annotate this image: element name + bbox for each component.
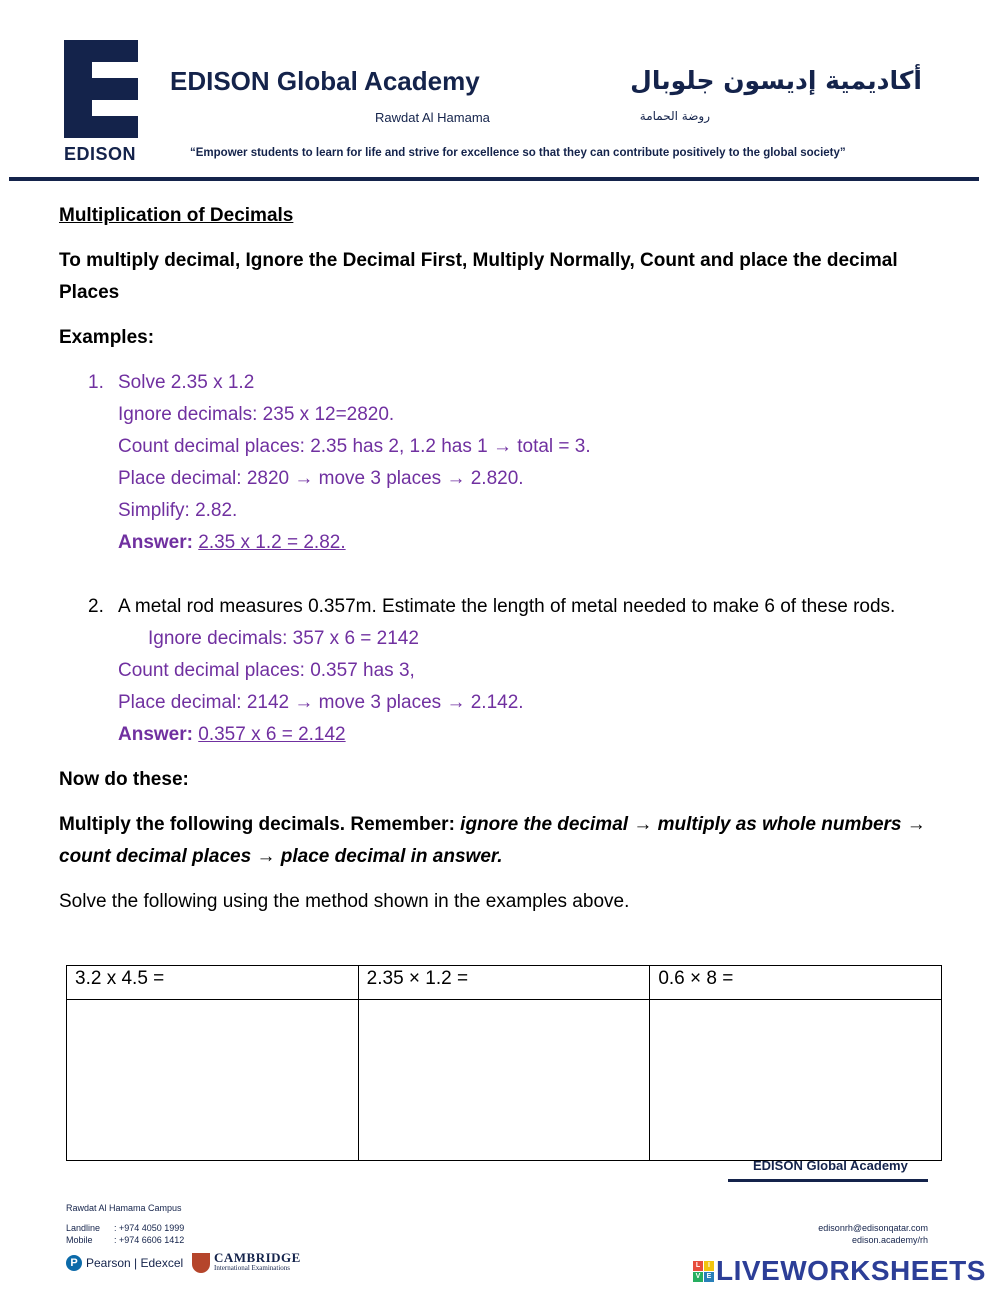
academy-subtitle: Rawdat Al Hamama [375,110,490,125]
table-row [67,966,942,1000]
worksheet-content [59,200,943,931]
pearson-icon: P [66,1255,82,1271]
example-line: Ignore decimals: 235 x 12=2820. [118,404,395,425]
example-question: A metal rod measures 0.357m. Estimate the length of metal needed to make 6 of these rods. [118,596,896,617]
lw-tile: E [704,1272,714,1282]
example-number: 1. [88,372,104,393]
cambridge-shield-icon [192,1253,210,1273]
instruction-bold: Multiply the following decimals. Remember: [59,814,461,835]
campus-name: Rawdat Al Hamama Campus [66,1203,182,1213]
academy-title-arabic: أكاديمية إديسون جلوبال [630,66,922,95]
liveworksheets-logo[interactable] [693,1255,986,1287]
lw-tile: I [704,1261,714,1271]
academy-subtitle-arabic: روضة الحمامة [639,109,710,123]
liveworksheets-label: LIVEWORKSHEETS [716,1255,986,1286]
problem-cell: 3.2 x 4.5 = [67,966,359,1000]
mobile-number: : +974 6606 1412 [114,1235,185,1245]
instruction-italic: ignore the decimal → multiply as whole numbers → count decimal places → place decimal in answer. [59,814,926,867]
mobile-label: Mobile [66,1235,93,1245]
example-line: Count decimal places: 2.35 has 2, 1.2 has 1 → total = 3. [118,436,591,457]
pearson-label: Pearson | Edexcel [86,1256,184,1270]
example-answer [118,527,943,559]
logo-wordmark: EDISON [64,144,137,164]
practice-table [66,965,942,1161]
example-line: Place decimal: 2820 → move 3 places → 2.820. [118,468,524,489]
problem-cell: 2.35 × 1.2 = [358,966,650,1000]
example-answer [118,719,943,751]
answer-area[interactable] [358,1000,650,1161]
footer-brand: EDISON Global Academy [753,1158,908,1173]
example-line: Place decimal: 2142 → move 3 places → 2.142. [118,692,524,713]
section-title: Multiplication of Decimals [59,205,294,226]
email-link[interactable]: edisonrh@edisonqatar.com [818,1223,928,1233]
lw-tile: V [693,1272,703,1282]
lw-tile: L [693,1261,703,1271]
cambridge-logo [192,1250,301,1273]
answer-label: Answer: [118,724,193,745]
answer-area[interactable] [650,1000,942,1161]
examples-heading: Examples: [59,327,155,348]
answer-value: 0.357 x 6 = 2.142 [198,724,346,745]
online-contact [818,1222,928,1246]
example-line: Ignore decimals: 357 x 6 = 2142 [148,628,419,649]
table-row [67,1000,942,1161]
footer-divider [728,1179,928,1182]
academy-title: EDISON Global Academy [170,66,480,96]
liveworksheets-tiles-icon [693,1261,714,1282]
answer-area[interactable] [67,1000,359,1161]
practice-heading: Now do these: [59,769,189,790]
edison-logo-icon [64,40,138,138]
example-line: Simplify: 2.82. [118,500,238,521]
example-line: Count decimal places: 0.357 has 3, [118,660,415,681]
example-2 [59,591,943,751]
example-line: Solve 2.35 x 1.2 [118,372,255,393]
solve-instruction: Solve the following using the method shown in the examples above. [59,891,630,912]
answer-value: 2.35 x 1.2 = 2.82. [198,532,346,553]
problem-cell: 0.6 × 8 = [650,966,942,1000]
intro-text: To multiply decimal, Ignore the Decimal First, Multiply Normally, Count and place the decimal Places [59,250,898,303]
pearson-logo [66,1255,183,1271]
contact-info [66,1222,184,1246]
practice-instruction [59,809,943,873]
website-link[interactable]: edison.academy/rh [851,1235,928,1245]
example-1 [59,367,943,559]
cambridge-label: CAMBRIDGE [214,1250,301,1265]
landline-number: : +974 4050 1999 [114,1223,185,1233]
answer-label: Answer: [118,532,193,553]
example-number: 2. [88,596,104,617]
landline-label: Landline [66,1223,101,1233]
header-divider [9,177,979,181]
academy-motto: “Empower students to learn for life and strive for excellence so that they can contribute positively to the global society” [190,147,846,159]
cambridge-sublabel: International Examinations [214,1264,291,1272]
